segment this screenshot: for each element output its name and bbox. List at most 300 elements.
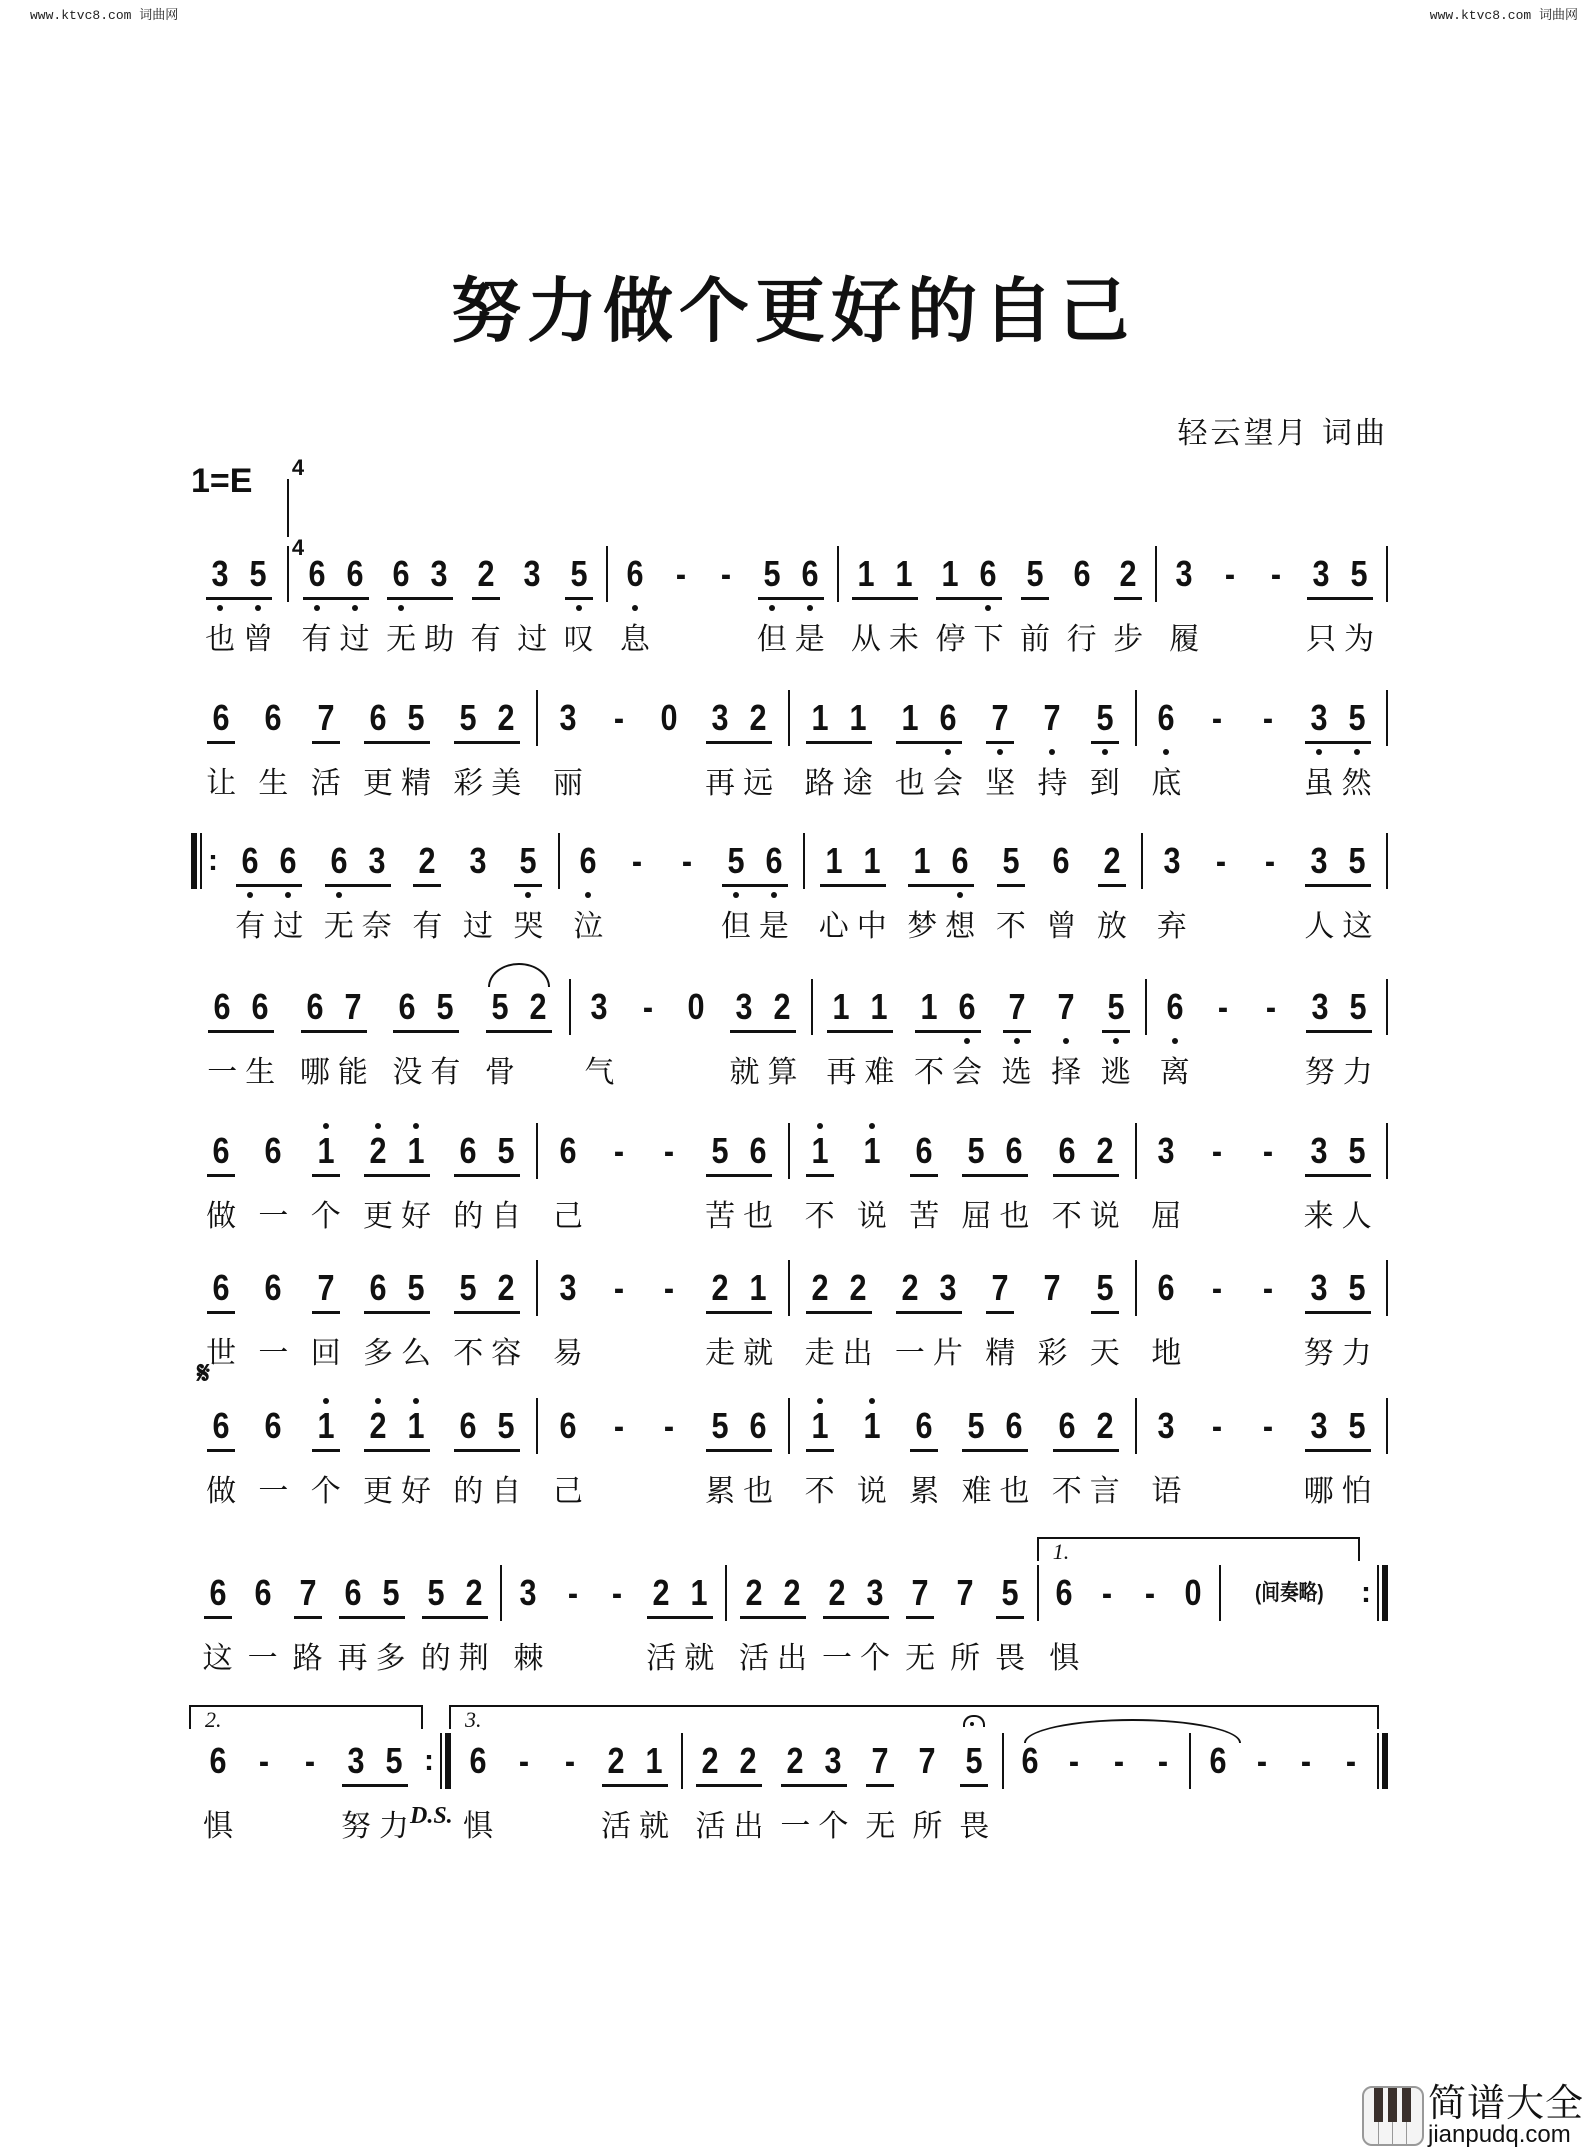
note-group	[516, 552, 548, 657]
lyric: 前	[1020, 622, 1051, 657]
note-group	[603, 1266, 635, 1310]
lyric: 精	[400, 766, 431, 801]
lyric: 行	[1066, 622, 1097, 657]
note-digit: 5	[1096, 1267, 1114, 1308]
note-group	[653, 1266, 685, 1310]
note	[411, 839, 443, 944]
note-digit: 3	[939, 1267, 957, 1308]
note	[257, 696, 289, 801]
note	[645, 1571, 677, 1676]
lyric: 再	[705, 766, 736, 801]
dash	[1201, 1404, 1233, 1448]
eighth-note-group	[385, 552, 455, 657]
barline-single	[1386, 1404, 1388, 1454]
lyric: 再	[826, 1055, 857, 1090]
lyric: 有	[412, 909, 443, 944]
eighth-note-group	[1051, 1404, 1121, 1509]
note-digit: 6	[951, 840, 969, 881]
lyric: 履	[1169, 622, 1200, 657]
note	[205, 1404, 237, 1509]
eighth-note-group	[984, 1266, 1016, 1371]
lyric: 天	[1089, 1336, 1120, 1371]
note-group	[1036, 1266, 1068, 1371]
note	[908, 1404, 940, 1509]
note-digit: 7	[1057, 986, 1075, 1027]
low-octave-dot	[585, 892, 591, 898]
eighth-note-group	[310, 1404, 342, 1509]
low-octave-dot	[769, 605, 775, 611]
lyric: 一	[258, 1336, 289, 1371]
note	[310, 1404, 342, 1509]
note-digit: 5	[1350, 553, 1368, 594]
note-digit: 6	[251, 986, 269, 1027]
note-digit: 2	[701, 1740, 719, 1781]
note-digit: 5	[382, 1572, 400, 1613]
note	[362, 1266, 394, 1371]
lyric: 也	[743, 1474, 774, 1509]
lyric: 为	[1344, 622, 1375, 657]
eighth-note-group	[391, 985, 461, 1090]
note	[738, 1571, 770, 1676]
bar	[1386, 546, 1388, 602]
note-digit: 2	[369, 1130, 387, 1171]
note-group	[1205, 839, 1237, 883]
note-digit: -	[567, 1572, 578, 1613]
note-group	[572, 839, 604, 944]
note-digit: 1	[849, 697, 867, 738]
note-digit: -	[564, 1740, 576, 1781]
lyric: 不	[804, 1199, 835, 1234]
jianpudq-logo	[1362, 2085, 1584, 2147]
lyric: 怕	[1341, 1474, 1372, 1509]
volta-label: 1.	[1052, 1539, 1070, 1564]
note	[1168, 552, 1200, 657]
measure	[1221, 1571, 1358, 1681]
lyric: 彩	[453, 766, 484, 801]
eighth-note-group	[205, 696, 237, 801]
note	[742, 1266, 774, 1371]
note-digit: -	[613, 1267, 624, 1308]
note	[704, 1129, 736, 1234]
dash	[601, 1571, 633, 1615]
note-digit: -	[1301, 1740, 1312, 1781]
lyric: 算	[767, 1055, 798, 1090]
lyric: 这	[202, 1641, 233, 1676]
note-digit: 5	[1349, 986, 1367, 1027]
note-digit: 6	[212, 1130, 230, 1171]
barline-repeat-end	[1358, 1571, 1388, 1621]
note-digit: -	[642, 986, 653, 1027]
note-digit: 6	[1058, 1130, 1076, 1171]
note-digit: 2	[1096, 1130, 1114, 1171]
lyric: 力	[1342, 1055, 1373, 1090]
lyric: 到	[1089, 766, 1120, 801]
note-digit: 2	[1119, 553, 1137, 594]
lyric: 助	[424, 622, 455, 657]
note-group	[1201, 1129, 1233, 1173]
measure	[790, 696, 1135, 806]
eighth-note-group	[728, 985, 798, 1090]
lyric: 不	[453, 1336, 484, 1371]
note-digit: 1	[317, 1405, 335, 1446]
note-group	[1201, 696, 1233, 740]
low-octave-dot	[217, 605, 223, 611]
note-digit: 5	[497, 1130, 515, 1171]
note-group	[1254, 839, 1286, 883]
note	[619, 552, 651, 657]
lyric: 有	[301, 622, 332, 657]
time-signature-top: 4	[291, 455, 305, 480]
note-digit: 5	[497, 1405, 515, 1446]
low-octave-dot	[807, 605, 813, 611]
note-digit: 3	[523, 553, 541, 594]
key-signature: 1=E	[191, 462, 253, 500]
lyric: 无	[386, 622, 417, 657]
note-group	[1036, 696, 1068, 801]
note-digit: 5	[967, 1130, 985, 1171]
measure	[608, 552, 837, 662]
lyric: 丽	[552, 766, 583, 801]
note	[1303, 1129, 1335, 1234]
lyric: 就	[684, 1641, 715, 1676]
note-digit: 2	[849, 1267, 867, 1308]
eighth-note-group	[1100, 985, 1132, 1090]
lyric: 路	[292, 1641, 323, 1676]
note-digit: 6	[1157, 697, 1175, 738]
eighth-note-group	[1051, 1129, 1121, 1234]
note-digit: 3	[866, 1572, 884, 1613]
barline-single	[1386, 696, 1388, 746]
note-digit: 6	[330, 840, 348, 881]
note-digit: 6	[369, 697, 387, 738]
note	[683, 1571, 715, 1676]
barline-single	[1386, 1129, 1388, 1179]
note-digit: 3	[1310, 697, 1328, 738]
lyric: 会	[952, 1055, 982, 1090]
note	[272, 839, 304, 944]
note-digit: 7	[1043, 697, 1061, 738]
note-digit: 5	[1096, 697, 1114, 738]
eighth-note-group	[1019, 552, 1051, 657]
note-digit: 6	[308, 553, 326, 594]
note	[552, 1129, 584, 1234]
eighth-note-group	[720, 839, 790, 944]
note	[205, 1129, 237, 1234]
eighth-note-group	[1305, 552, 1375, 657]
note	[552, 1404, 584, 1509]
note-digit: 6	[915, 1130, 933, 1171]
high-octave-dot	[413, 1398, 419, 1404]
note	[400, 1129, 432, 1234]
eighth-note-group	[1096, 839, 1128, 944]
note	[804, 1404, 836, 1509]
measure	[839, 552, 1156, 662]
note-digit: 3	[711, 697, 729, 738]
note-group	[1202, 1739, 1234, 1783]
lyric: 活	[601, 1809, 631, 1844]
note	[490, 1404, 522, 1509]
note	[908, 1129, 940, 1234]
note-digit: 6	[398, 986, 416, 1027]
dash	[1255, 985, 1287, 1029]
note	[972, 552, 1004, 657]
lyric: 一	[894, 1336, 925, 1371]
note-group	[1252, 1404, 1284, 1448]
eighth-note-group	[704, 1129, 774, 1234]
lyric: 不	[804, 1474, 835, 1509]
note-digit: 7	[1008, 986, 1026, 1027]
eighth-note-group	[292, 1571, 324, 1676]
dash	[1252, 1129, 1284, 1173]
note-group	[1014, 1739, 1046, 1783]
thick-bar	[1382, 1733, 1388, 1789]
note-digit: -	[664, 1405, 675, 1446]
note-group	[1252, 696, 1284, 740]
measure	[191, 1266, 536, 1376]
note	[864, 1739, 896, 1844]
note	[429, 985, 461, 1090]
note	[337, 1571, 369, 1676]
note-group	[552, 696, 584, 801]
note-group	[462, 839, 494, 944]
lyric: 没	[392, 1055, 423, 1090]
eighth-note-group	[821, 1571, 891, 1676]
lyric: 让	[206, 766, 237, 801]
lyric: 累	[909, 1474, 940, 1509]
note	[894, 696, 926, 801]
volta-label: 2.	[205, 1707, 222, 1732]
eighth-note-group	[205, 1404, 237, 1509]
thin-bar	[440, 1733, 442, 1789]
note-group	[1177, 1571, 1209, 1615]
note-group	[653, 1129, 685, 1173]
dash	[1246, 1739, 1278, 1783]
note	[1303, 696, 1335, 801]
note	[1303, 1266, 1335, 1371]
note-group	[552, 1129, 584, 1234]
lyric: 放	[1096, 909, 1127, 944]
note-group	[1260, 552, 1292, 596]
lyric: 人	[1304, 909, 1335, 944]
lyric: 但	[756, 622, 787, 657]
lyric: 也	[743, 1199, 774, 1234]
lyric: 所	[912, 1809, 943, 1844]
lyric: 离	[1159, 1055, 1190, 1090]
note	[1089, 696, 1121, 801]
note-digit: -	[1224, 553, 1235, 594]
eighth-note-group	[310, 1266, 342, 1371]
eighth-note-group	[1112, 552, 1144, 657]
note-group	[1255, 985, 1287, 1029]
lyric: 哪	[1303, 1474, 1334, 1509]
note-digit: 1	[407, 1405, 425, 1446]
note-group	[911, 1739, 943, 1844]
note-digit: -	[613, 1130, 624, 1171]
note-group	[294, 1739, 326, 1783]
note	[340, 1739, 372, 1844]
eighth-note-group	[600, 1739, 670, 1844]
note	[362, 1404, 394, 1509]
note	[257, 1266, 289, 1371]
note-digit: 1	[825, 840, 843, 881]
barline-repeat-start	[191, 839, 221, 889]
lyric: 息	[619, 622, 650, 657]
eighth-note-group	[704, 1404, 774, 1509]
note-digit: 1	[690, 1572, 708, 1613]
lyric: 的	[453, 1474, 484, 1509]
eighth-note-group	[205, 1266, 237, 1371]
lyric: 多	[375, 1641, 406, 1676]
lyric: 生	[258, 766, 289, 801]
note	[850, 552, 882, 657]
lyric: 难	[961, 1474, 992, 1509]
note	[206, 985, 238, 1090]
eighth-note-group	[958, 1739, 990, 1844]
lyric: 个	[310, 1474, 341, 1509]
note-group	[1066, 552, 1098, 657]
note-digit: 1	[863, 1405, 881, 1446]
note	[202, 1739, 234, 1844]
low-octave-dot	[733, 892, 739, 898]
eighth-note-group	[804, 1404, 836, 1509]
barline-single	[1386, 839, 1388, 889]
note-group	[248, 1739, 280, 1783]
note-group	[1048, 1571, 1080, 1676]
note	[323, 839, 355, 944]
note-digit: -	[1211, 1405, 1223, 1446]
note	[301, 552, 333, 657]
note	[1303, 1404, 1335, 1509]
volta-label: 3.	[465, 1707, 482, 1732]
eighth-note-group	[205, 1129, 237, 1234]
note-group	[632, 985, 664, 1029]
note-digit: 2	[369, 1405, 387, 1446]
measure	[805, 839, 1142, 949]
note-digit: -	[1262, 1405, 1273, 1446]
lyric: 走	[804, 1336, 835, 1371]
note	[242, 552, 274, 657]
dash	[1252, 1266, 1284, 1310]
note	[776, 1571, 808, 1676]
note-group	[856, 1404, 888, 1509]
repeat-dots: :	[1360, 1576, 1371, 1609]
note-group	[257, 1404, 289, 1509]
note	[375, 1571, 407, 1676]
note	[888, 552, 920, 657]
note-digit: 3	[1310, 1130, 1328, 1171]
barline-single	[1386, 552, 1388, 602]
low-octave-dot	[1014, 1038, 1020, 1044]
note-group	[1214, 552, 1246, 596]
measure	[1147, 985, 1386, 1095]
note-digit: -	[1262, 697, 1273, 738]
measure	[191, 696, 536, 806]
time-signature-bottom: 4	[291, 535, 305, 560]
note-digit: 7	[991, 697, 1009, 738]
measure	[560, 839, 803, 949]
note	[1341, 839, 1373, 944]
lyric: 容	[491, 1336, 522, 1371]
eighth-note-group	[452, 696, 522, 801]
note-digit: 7	[344, 986, 362, 1027]
note-digit: 2	[497, 1267, 515, 1308]
note-group	[1246, 1739, 1278, 1783]
dash	[1252, 696, 1284, 740]
score-row	[191, 696, 1388, 806]
eighth-note-group	[323, 839, 393, 944]
note-digit: 2	[477, 553, 495, 594]
lyric: 是	[758, 909, 789, 944]
note	[694, 1739, 726, 1844]
note	[362, 1129, 394, 1234]
note-digit: 5	[1348, 840, 1366, 881]
score-row	[191, 1129, 1388, 1239]
note	[704, 1266, 736, 1371]
note-digit: 2	[901, 1267, 919, 1308]
note-digit: 6	[209, 1740, 227, 1781]
measure	[191, 1404, 536, 1514]
time-signature	[287, 455, 309, 560]
note-digit: 3	[1157, 1130, 1175, 1171]
note-digit: 1	[941, 553, 959, 594]
lyric: 也	[894, 766, 925, 801]
lyric: 的	[453, 1199, 484, 1234]
note-digit: 3	[430, 553, 448, 594]
note	[794, 552, 826, 657]
note-digit: 5	[407, 697, 425, 738]
thick-bar	[191, 833, 197, 889]
lyric: 更	[362, 766, 393, 801]
note-group	[680, 985, 712, 1029]
eighth-note-group	[1303, 1266, 1373, 1371]
lyric: 精	[985, 1336, 1016, 1371]
note-digit: 6	[559, 1405, 577, 1446]
lyric: 曾	[1046, 909, 1077, 944]
lyric: 棘	[513, 1641, 544, 1676]
dash	[653, 1266, 685, 1310]
bar	[1386, 1123, 1388, 1179]
note	[391, 985, 423, 1090]
note	[1150, 1404, 1182, 1509]
eighth-note-group	[362, 696, 432, 801]
note-digit: 3	[735, 986, 753, 1027]
dash	[603, 1404, 635, 1448]
eighth-note-group	[804, 1129, 836, 1234]
note-group	[554, 1739, 586, 1783]
measure	[790, 1404, 1135, 1514]
lyric: 哪	[299, 1055, 330, 1090]
dash	[1103, 1739, 1135, 1783]
dash	[294, 1739, 326, 1783]
note	[1014, 1739, 1046, 1783]
lyric: 难	[864, 1055, 895, 1090]
lyric: 无	[865, 1809, 896, 1844]
song-title: 努力做个更好的自己	[451, 269, 1135, 352]
dash	[1214, 552, 1246, 596]
lyric: 美	[491, 766, 522, 801]
note-digit: -	[613, 1405, 624, 1446]
note	[572, 839, 604, 944]
low-octave-dot	[1102, 749, 1108, 755]
lyric: 不	[914, 1055, 944, 1090]
note-digit: 6	[749, 1130, 767, 1171]
note-digit: 2	[711, 1267, 729, 1308]
dash	[1290, 1739, 1322, 1783]
lyric: 会	[932, 766, 963, 801]
eighth-note-group	[756, 552, 826, 657]
note	[913, 985, 945, 1090]
measure	[1191, 1739, 1377, 1849]
